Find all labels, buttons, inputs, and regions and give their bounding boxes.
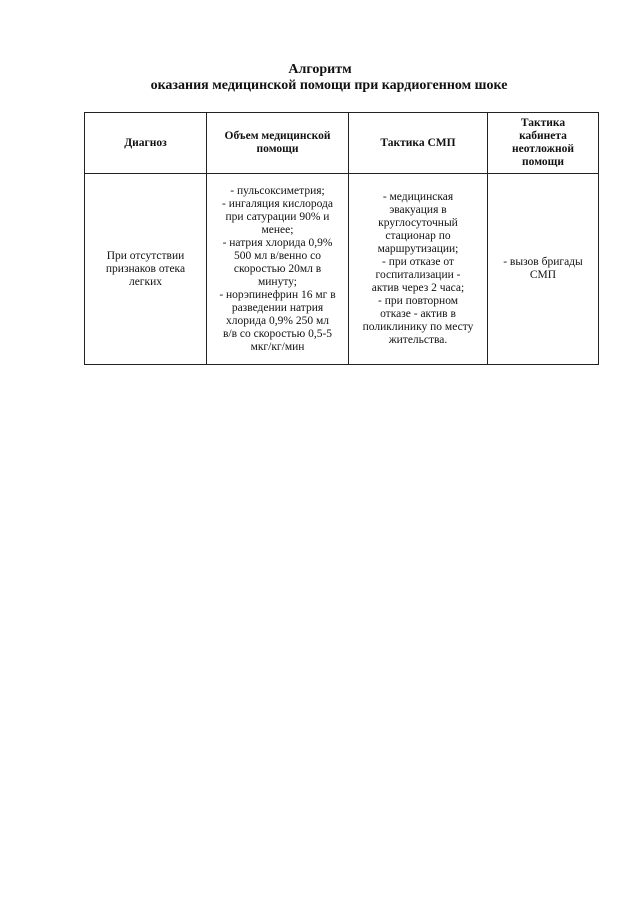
cell-line: - ингаляция кислорода xyxy=(222,197,333,210)
cell-line: - при повторном xyxy=(377,295,459,307)
cell-line: в/в со скоростью 0,5-5 xyxy=(222,327,333,340)
cell-line: актив через 2 часа; xyxy=(371,282,465,294)
cell-line: кабинета xyxy=(519,130,567,142)
cell-line: При отсутствии xyxy=(106,249,185,262)
cell-line: - норэпинефрин 16 мг в xyxy=(219,288,336,301)
cell-urgent-office xyxy=(488,174,599,365)
algorithm-table xyxy=(84,112,599,365)
cell-line: Диагноз xyxy=(124,136,167,149)
header-smp-tactics xyxy=(349,113,488,174)
cell-line: менее; xyxy=(261,223,294,236)
cell-line: маршрутизации; xyxy=(377,243,459,255)
cell-line: при сатурации 90% и xyxy=(225,210,330,223)
table-row xyxy=(85,174,599,365)
cell-line: неотложной xyxy=(512,143,574,155)
document-title xyxy=(0,62,640,94)
cell-smp-tactics xyxy=(349,174,488,365)
title-line-1: Алгоритм xyxy=(288,62,352,77)
cell-line: поликлинику по месту xyxy=(362,321,474,333)
cell-line: 500 мл в/венно со xyxy=(234,249,321,262)
cell-line: легких xyxy=(128,275,163,288)
cell-line: скоростью 20мл в xyxy=(233,262,322,275)
cell-line: - медицинская xyxy=(382,191,454,203)
cell-line: разведении натрия xyxy=(231,301,324,314)
cell-line: отказе - актив в xyxy=(380,308,456,320)
cell-line: стационар по xyxy=(385,230,451,242)
cell-line: помощи xyxy=(256,143,299,155)
cell-line: хлорида 0,9% 250 мл xyxy=(226,314,329,327)
cell-line: жительства. xyxy=(388,334,448,346)
cell-line: круглосуточный xyxy=(378,217,458,229)
cell-line: - натрия хлорида 0,9% xyxy=(222,236,333,249)
header-diagnosis xyxy=(85,113,207,174)
cell-line: минуту; xyxy=(257,275,297,288)
cell-line: признаков отека xyxy=(105,262,186,275)
table-header-row xyxy=(85,113,599,174)
cell-line: Тактика СМП xyxy=(380,136,456,149)
header-urgent-office xyxy=(488,113,599,174)
cell-line: помощи xyxy=(522,156,564,168)
cell-line: - вызов бригады xyxy=(503,256,583,268)
header-volume xyxy=(207,113,349,174)
title-line-2: оказания медицинской помощи при кардиогенном шоке xyxy=(150,78,508,93)
cell-line: - при отказе от xyxy=(382,256,454,268)
cell-line: СМП xyxy=(529,269,557,281)
cell-line: мкг/кг/мин xyxy=(250,340,305,353)
cell-line: госпитализации - xyxy=(375,269,461,281)
cell-line: - пульсоксиметрия; xyxy=(230,184,325,197)
cell-diagnosis xyxy=(85,174,207,365)
cell-volume xyxy=(207,174,349,365)
cell-line: Объем медицинской xyxy=(224,130,331,142)
cell-line: эвакуация в xyxy=(389,204,447,216)
cell-line: Тактика xyxy=(520,117,566,129)
